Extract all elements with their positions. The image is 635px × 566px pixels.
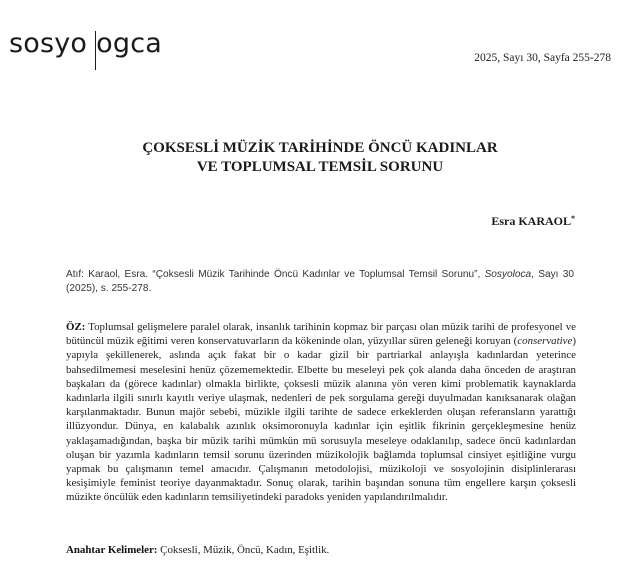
author: [491, 214, 575, 229]
logo-bar-icon: [95, 31, 96, 70]
citation-suffix: , Sayı 30 (2025), s. 255-278.: [66, 269, 574, 294]
article-title: [60, 139, 580, 177]
author-name: Esra KARAOL: [491, 214, 571, 228]
citation-prefix: Atıf: Karaol, Esra. “Çoksesli Müzik Tarihinde Öncü Kadınlar ve Toplumsal Temsil Sorunu”,: [66, 269, 485, 280]
page-header: [0, 0, 635, 80]
abstract-italic-term: conservative: [517, 335, 573, 348]
keywords-label: Anahtar Kelimeler:: [66, 544, 158, 556]
title-line-2: VE TOPLUMSAL TEMSİL SORUNU: [196, 159, 444, 175]
citation-journal: Sosyoloca: [484, 269, 532, 280]
abstract: [66, 320, 576, 505]
logo-text-right: ogca: [96, 28, 163, 59]
author-footnote-mark: *: [571, 214, 575, 223]
issue-info: 2025, Sayı 30, Sayfa 255-278: [474, 52, 611, 64]
keywords-text: Çoksesli, Müzik, Öncü, Kadın, Eşitlik.: [157, 544, 330, 556]
abstract-text-2: ) yapıyla şekillenerek, aslında açık fakat bir o kadar gizil bir partriarkal anlayışla kadınlardan yeterince bahsedilmemesi meselesini henüz çözememektedir. Elbette bu meseleyi pek çok alanda daha önceden de araştıran başkaları da (görece kadınlar) olmakla birlikte, çoksesli müzik alanına yön veren kimi problematik kaynaklarda kadınlarla ilgili sınırlı kayıtlı veriye ulaşmak, nedenleri de pek sorgulama gereği duyulmadan kanıksanarak olağan karşılanmaktadır. Bunun majör sebebi, müzikle ilgili tarihte de sadece erkeklerden oluşan referansların yarattığı illüzyondur. Dünya, en kalabalık azınlık oksimoronuyla kadınlar için eşitlik fikrinin gerçekleşmesine henüz yaklaşamadığından, başka bir müzik tarihi mümkün mü sorusuyla meseleye odaklanılıp, sadece öncü kadınlardan oluşan bir yazımla kadınların temsil sorunu üzerinden müzikolojik bağlamda toplumsal cinsiyet eşitliğine vurgu yapmak bu çalışmanın temel amacıdır. Çalışmanın metodolojisi, müzikoloji ve sosyolojinin disiplinlerarası kesişimiyle feminist teoriye dayanmaktadır. Sonuç olarak, tarihin başından sonuna tüm engellere karşın çoksesli müzikte öncülük eden kadınların temsiliyetindeki paradoks yeniden yapılandırılmalıdır.: [66, 335, 576, 504]
logo-text-left: sosyo: [9, 28, 88, 59]
abstract-label: ÖZ:: [66, 321, 86, 333]
title-line-1: ÇOKSESLİ MÜZİK TARİHİNDE ÖNCÜ KADINLAR: [142, 140, 498, 156]
abstract-text-1: Toplumsal gelişmelere paralel olarak, insanlık tarihinin kopmaz bir parçası olan müzik tarihi de profesyonel ve bütüncül müzik eğitimi veren konservatuvarların da kökeninde olan, yüzyıllar süren geleneği koruyan (: [66, 321, 576, 348]
journal-logo: [9, 28, 162, 60]
citation: [66, 268, 574, 296]
keywords: [66, 543, 576, 557]
